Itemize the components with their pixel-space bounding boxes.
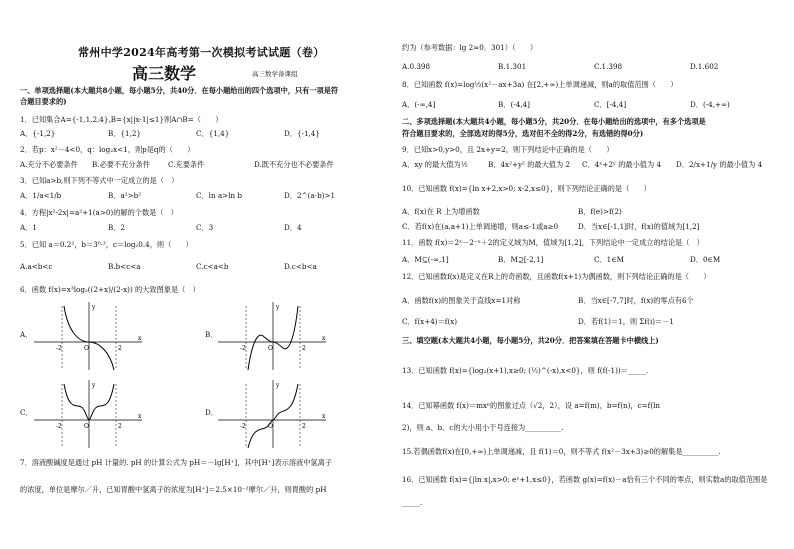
section-1-header-cont: 合题目要求的)	[20, 97, 67, 106]
option-a: A．{-1,2}	[20, 129, 56, 138]
svg-text:O: O	[268, 345, 273, 352]
option-c: C．ln a>ln b	[196, 191, 243, 200]
option-b: B．a²>b²	[108, 191, 142, 200]
question-1: 1．已知集合A={-1,1,2,4},B={x||x-1|≤1}则A∩B=（ ）	[20, 115, 223, 124]
question-5-options	[20, 262, 372, 271]
option-d: D．{-1,4}	[284, 129, 320, 138]
option-b: B.b<c<a	[108, 262, 141, 271]
svg-text:2: 2	[302, 423, 306, 430]
question-2: 2．若p：x²－4<0，q：log₂x<1，则p是q的（ ）	[20, 145, 195, 154]
option-d: D．2^(a-b)>1	[284, 191, 336, 200]
option-a: A．(-∞,4]	[402, 100, 436, 109]
option-c: C.c<a<b	[196, 262, 229, 271]
option-d: D．0∈M	[690, 255, 721, 264]
option-a: A．1/a<1/b	[20, 191, 62, 200]
option-b: B.1.301	[498, 62, 527, 71]
svg-text:y: y	[92, 382, 96, 389]
svg-text:y: y	[276, 304, 280, 311]
option-c: C.1.398	[594, 62, 623, 71]
option-a: A.充分不必要条件	[20, 160, 78, 169]
option-a: A．f(x)在 R 上为增函数	[402, 207, 480, 216]
option-a: A．1	[20, 223, 37, 232]
section-2-header: 二、多项选择题(本大题共4小题，每小题5分，共20分．在每小题给出的选项中，有多个选项是	[402, 117, 706, 126]
option-b: B．f(e)>f(2)	[578, 207, 622, 216]
svg-text:O: O	[84, 423, 89, 430]
option-d: D．(-4,+∞)	[690, 100, 730, 109]
svg-text:y: y	[276, 382, 280, 389]
svg-text:-2: -2	[56, 345, 62, 352]
svg-text:O: O	[268, 423, 273, 430]
section-1-header: 一、单项选择题(本大题共8小题，每小题5分，共40分．在每小题给出的四个选项中，只有一项是符	[20, 86, 339, 95]
graph-c	[34, 380, 144, 450]
question-14-line-1: 14．已知幂函数 f(x)＝mxⁿ的图象过点（√2，2），设 a=f(m)，b=f(n)，c=f(ln	[402, 401, 661, 410]
svg-text:2: 2	[302, 345, 306, 352]
question-14-line-2: 2)，则 a、b、c的大小用小于号连接为__________.	[402, 423, 564, 432]
option-d: D.既不充分也不必要条件	[254, 160, 334, 169]
question-7-line-3: 约为（参考数据：lg 2≈0．301）（ ）	[402, 43, 538, 52]
option-b: B．(-4,4]	[498, 100, 530, 109]
option-b: B．4x²+y² 的最大值为 2	[488, 160, 571, 169]
question-4-options	[20, 223, 372, 232]
question-11: 11．函数 f(x)＝2ˣ－2⁻ˣ＋2的定义域为M，值域为[1,2]，下列结论中一定成立的结论是（ ）	[402, 238, 704, 247]
svg-text:x: x	[322, 413, 326, 420]
question-10-options-row-1	[402, 207, 758, 216]
question-8: 8．已知函数 f(x)=log½(x²－ax+3a) 在[2,+∞)上单调递减，则a的取值范围（ ）	[402, 80, 678, 89]
graph-c-label: C．	[20, 408, 33, 417]
question-3: 3．已知a>b,则下列不等式中一定成立的是（ ）	[20, 176, 179, 185]
question-4: 4．方程|x²-2x|=a²+1(a>0)的解的个数是（ ）	[20, 208, 178, 217]
option-b: B.必要不充分条件	[92, 160, 150, 169]
question-2-options	[20, 160, 384, 169]
option-c: C.充要条件	[168, 160, 205, 169]
question-7-line-1: 7．溶液酸碱度是通过 pH 计量的. pH 的计算公式为 pH＝－lg[H⁺]，其中[H⁺]表示溶液中氢离子	[20, 458, 332, 467]
question-12-options-row-1	[402, 296, 758, 305]
option-d: D.1.602	[690, 62, 719, 71]
section-3-header: 三、填空题(本大题共4小题，每小题5分，共20分．把答案填在答题卡中横线上)	[402, 336, 659, 345]
svg-text:2: 2	[118, 345, 122, 352]
graph-d	[218, 380, 328, 450]
graph-b-label: B．	[205, 330, 218, 339]
option-a: A.0.398	[402, 62, 431, 71]
question-7-line-2: 的浓度，单位是摩尔／升，已知胃酸中氢离子的浓度为[H⁺]＝2.5×10⁻²摩尔／升，则胃酸的 pH	[20, 485, 327, 494]
option-c: C．4ˣ+2ʸ 的最小值为 4	[582, 160, 662, 169]
svg-text:O: O	[84, 345, 89, 352]
option-c: C．[-4,4]	[594, 100, 627, 109]
subject-title: 高三数学	[132, 64, 197, 83]
option-a: A．函数f(x)的图象关于直线x=1对称	[402, 296, 521, 305]
author-group: 高三数学备课组	[252, 70, 298, 78]
option-b: B．{1,2}	[108, 129, 142, 138]
graph-b	[218, 302, 328, 372]
option-d: D．当x∈[-1,1]时，f(x)的值域为[1,2]	[578, 222, 700, 231]
option-d: D.c<b<a	[284, 262, 317, 271]
question-7-options	[402, 62, 770, 71]
graph-a	[34, 302, 144, 372]
option-d: D．若f(1)＝1，则 Σf(i)＝－1	[578, 317, 674, 326]
question-12: 12．已知函数f(x)是定义在R上的奇函数，且函数f(x+1)为偶函数，则下列结论正确的是（ ）	[402, 272, 711, 281]
question-15: 15.若偶函数f(x)在[0,+∞)上单调递减，且 f(1)＝0，则不等式 f(x²－3x+3)≥0的解集是__________.	[402, 447, 721, 456]
svg-text:x: x	[322, 335, 326, 342]
option-b: B．当x∈[-7,7]时，f(x)的零点有6个	[578, 296, 694, 305]
option-b: B．2	[108, 223, 126, 232]
question-6: 6．函数 f(x)=x³log₂((2+x)/(2-x)) 的大致图象是（ ）	[20, 285, 200, 294]
question-16-line-1: 16．已知函数 f(x)={|ln x|,x>0; eˣ+1,x≤0}，若函数 g(x)=f(x)－a恰有三个不同的零点，则实数a的取值范围是	[402, 475, 768, 484]
option-a: A．M⊆(-∞,1]	[402, 255, 449, 264]
svg-text:2: 2	[118, 423, 122, 430]
svg-text:x: x	[138, 335, 142, 342]
question-9-options	[402, 160, 772, 169]
option-c: C．f(x+4)＝f(x)	[402, 317, 458, 326]
option-c: C．{1,4}	[196, 129, 230, 138]
question-5: 5．已知 a＝0.2²，b＝3⁰·³，c＝log₂0.4，则（ ）	[20, 240, 193, 249]
option-a: A.a<b<c	[20, 262, 53, 271]
exam-title: 常州中学2024年高考第一次模拟考试试题（卷）	[78, 46, 325, 59]
svg-text:-2: -2	[240, 423, 246, 430]
question-10: 10．已知函数 f(x)={ln x+2,x>0; x-2,x≤0}，则下列结论正确的是（ ）	[402, 184, 651, 193]
question-12-options-row-2	[402, 317, 758, 326]
question-10-options-row-2	[402, 222, 758, 231]
question-1-options	[20, 129, 372, 138]
option-c: C．3	[196, 223, 214, 232]
section-2-header-cont: 符合题目要求的，全部选对的得5分，选对但不全的得2分，有选错的得0分)	[402, 129, 644, 138]
svg-text:x: x	[138, 413, 142, 420]
svg-text:-2: -2	[56, 423, 62, 430]
question-11-options	[402, 255, 770, 264]
svg-text:y: y	[92, 304, 96, 311]
question-16-line-2: _____.	[402, 498, 423, 507]
graph-a-label: A．	[20, 330, 33, 339]
question-8-options	[402, 100, 770, 109]
option-a: A．xy 的最大值为½	[402, 160, 468, 169]
question-13: 13．已知函数 f(x)={log₂(x+1),x≥0; (½)^(-x),x<0}，则 f(f(-1))＝_____.	[402, 366, 649, 375]
option-b: B．M⊇[-2,1]	[498, 255, 544, 264]
question-9: 9．已知x>0,y>0，且 2x+y=2，则下列结论中正确的是（ ）	[402, 145, 614, 154]
question-3-options	[20, 191, 372, 200]
option-c: C．1∈M	[594, 255, 624, 264]
svg-text:-2: -2	[240, 345, 246, 352]
graph-d-label: D．	[205, 408, 218, 417]
option-d: D．4	[284, 223, 302, 232]
option-d: D．2/x+1/y 的最小值为 4	[676, 160, 763, 169]
option-c: C．若f(x)在(a,a+1)上单调递增，则a≤-1或a≥0	[402, 222, 559, 231]
